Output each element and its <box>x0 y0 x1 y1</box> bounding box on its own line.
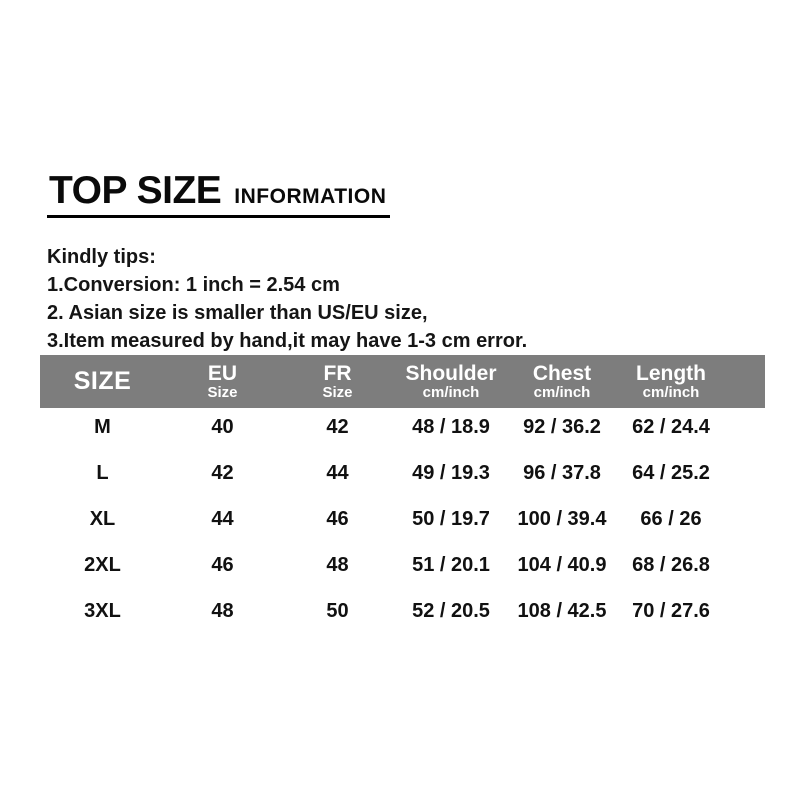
table-row-xl <box>40 496 765 542</box>
size-table <box>40 355 765 634</box>
size-table-body <box>40 404 765 634</box>
header-label-size: SIZE <box>73 366 132 395</box>
cell-fr: 44 <box>326 461 349 484</box>
cell-length: 64 / 25.2 <box>632 461 710 484</box>
cell-fr: 50 <box>326 599 349 622</box>
table-row-3xl <box>40 588 765 634</box>
header-sub-chest: cm/inch <box>533 383 591 401</box>
tip-conversion: 1.Conversion: 1 inch = 2.54 cm <box>47 274 340 296</box>
cell-length: 66 / 26 <box>640 507 702 530</box>
header-cell-length <box>617 362 725 402</box>
size-table-header-row <box>40 355 765 408</box>
page-title-main: TOP SIZE <box>49 169 222 212</box>
cell-eu: 46 <box>211 553 234 576</box>
cell-eu: 42 <box>211 461 234 484</box>
header-label-fr: FR <box>323 361 352 385</box>
cell-size: 3XL <box>84 599 121 622</box>
cell-shoulder: 50 / 19.7 <box>412 507 490 530</box>
cell-shoulder: 51 / 20.1 <box>412 553 490 576</box>
cell-length: 68 / 26.8 <box>632 553 710 576</box>
cell-chest: 108 / 42.5 <box>517 599 607 622</box>
header-sub-length: cm/inch <box>642 383 700 401</box>
cell-size: XL <box>89 507 116 530</box>
cell-eu: 40 <box>211 415 234 438</box>
page-title-sub: INFORMATION <box>234 185 387 208</box>
table-row-2xl <box>40 542 765 588</box>
cell-length: 62 / 24.4 <box>632 415 710 438</box>
header-cell-fr <box>280 362 395 402</box>
cell-fr: 48 <box>326 553 349 576</box>
cell-chest: 96 / 37.8 <box>523 461 601 484</box>
header-label-eu: EU <box>207 361 238 385</box>
table-row-m <box>40 404 765 450</box>
header-sub-eu: Size <box>207 383 238 401</box>
page-title <box>47 171 390 218</box>
table-row-l <box>40 450 765 496</box>
cell-shoulder: 52 / 20.5 <box>412 599 490 622</box>
cell-shoulder: 49 / 19.3 <box>412 461 490 484</box>
header-sub-shoulder: cm/inch <box>422 383 480 401</box>
tips-heading: Kindly tips: <box>47 246 156 268</box>
cell-size: L <box>96 461 109 484</box>
tip-measure-error: 3.Item measured by hand,it may have 1-3 cm error. <box>47 330 528 352</box>
cell-fr: 46 <box>326 507 349 530</box>
cell-eu: 48 <box>211 599 234 622</box>
cell-chest: 100 / 39.4 <box>517 507 607 530</box>
header-label-shoulder: Shoulder <box>405 361 497 385</box>
cell-chest: 92 / 36.2 <box>523 415 601 438</box>
kindly-tips <box>47 243 527 355</box>
cell-fr: 42 <box>326 415 349 438</box>
cell-size: 2XL <box>84 553 121 576</box>
header-cell-chest <box>507 362 617 402</box>
header-cell-size <box>40 368 165 396</box>
cell-size: M <box>94 415 111 438</box>
cell-eu: 44 <box>211 507 234 530</box>
cell-shoulder: 48 / 18.9 <box>412 415 490 438</box>
header-sub-fr: Size <box>322 383 353 401</box>
cell-length: 70 / 27.6 <box>632 599 710 622</box>
header-label-chest: Chest <box>532 361 592 385</box>
tip-asian-size: 2. Asian size is smaller than US/EU size, <box>47 302 428 324</box>
cell-chest: 104 / 40.9 <box>517 553 607 576</box>
header-cell-shoulder <box>395 362 507 402</box>
header-label-length: Length <box>636 361 706 385</box>
header-cell-eu <box>165 362 280 402</box>
